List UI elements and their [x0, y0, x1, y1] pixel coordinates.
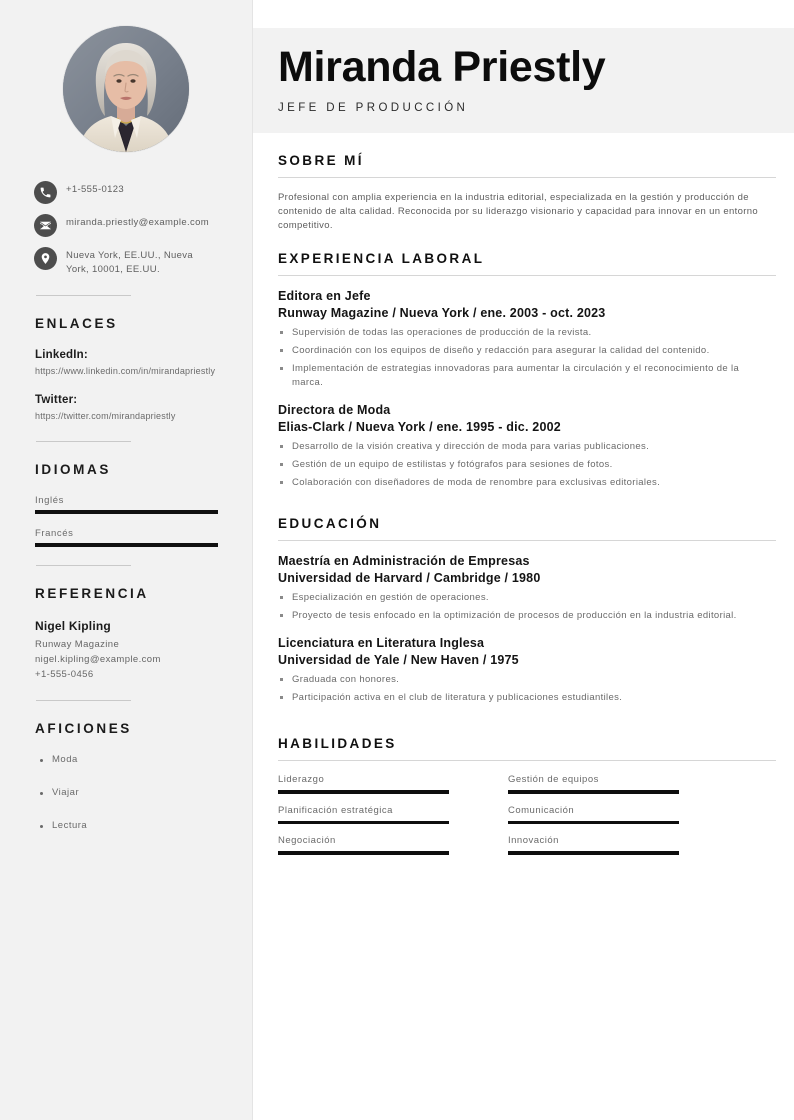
main-body [253, 133, 794, 855]
skill-level-bar [278, 821, 449, 825]
languages-title: IDIOMAS [35, 462, 111, 477]
skill-item [278, 805, 508, 825]
bullet-item: Graduada con honores. [278, 673, 776, 687]
contact-location [34, 246, 218, 277]
experience-entry [278, 403, 776, 490]
sidebar-section-links [34, 316, 218, 423]
sidebar-section-languages [34, 462, 218, 547]
education-entry [278, 554, 776, 623]
language-item [35, 528, 218, 547]
bullet-item: Participación activa en el club de literatura y publicaciones estudiantiles. [278, 691, 776, 705]
section-rule [278, 540, 776, 541]
skill-level-bar [508, 851, 679, 855]
spacer [278, 503, 776, 516]
sidebar-divider [36, 441, 131, 442]
hobby-item: Moda [39, 754, 218, 765]
experience-entry [278, 289, 776, 390]
skill-name: Gestión de equipos [508, 774, 599, 785]
reference-email: nigel.kipling@example.com [35, 654, 161, 665]
spacer [278, 718, 776, 736]
bullet-item: Implementación de estrategias innovadoras para aumentar la circulación y el reconocimiento de la marca. [278, 362, 776, 390]
location-icon [34, 247, 57, 270]
language-name: Inglés [35, 495, 64, 506]
entry-bullets [278, 591, 776, 623]
bullet-item: Coordinación con los equipos de diseño y redacción para asegurar la calidad del contenido. [278, 344, 776, 358]
contact-location-value: Nueva York, EE.UU., Nueva York, 10001, EE.UU. [66, 250, 194, 275]
entry-meta: Universidad de Harvard / Cambridge / 1980 [278, 571, 541, 585]
skill-name: Innovación [508, 835, 559, 846]
about-text: Profesional con amplia experiencia en la industria editorial, especializada en la gestión y producción de contenido de alta calidad. Reconocida por su liderazgo visionario y capacidad para innovar en un entorno competitivo. [278, 192, 759, 231]
reference-company: Runway Magazine [35, 639, 120, 650]
entry-meta: Elias-Clark / Nueva York / ene. 1995 - dic. 2002 [278, 420, 561, 434]
hobbies-title: AFICIONES [35, 721, 132, 736]
entry-meta: Runway Magazine / Nueva York / ene. 2003 - oct. 2023 [278, 306, 606, 320]
reference-name: Nigel Kipling [35, 619, 111, 633]
language-level-bar [35, 543, 218, 547]
sidebar [0, 0, 253, 1120]
bullet-item: Supervisión de todas las operaciones de producción de la revista. [278, 326, 776, 340]
link-item-twitter[interactable] [35, 394, 218, 423]
education-title: EDUCACIÓN [278, 516, 382, 531]
skill-name: Planificación estratégica [278, 804, 393, 816]
link-url-linkedin[interactable]: https://www.linkedin.com/in/mirandapriestly [35, 366, 216, 376]
entry-bullets [278, 673, 776, 705]
entry-role: Editora en Jefe [278, 289, 371, 303]
entry-role: Directora de Moda [278, 403, 391, 417]
sidebar-divider [36, 565, 131, 566]
language-name: Francés [35, 528, 74, 539]
sidebar-divider [36, 295, 131, 296]
sidebar-section-reference [34, 586, 218, 682]
language-item [35, 495, 218, 514]
links-title: ENLACES [35, 316, 118, 331]
section-skills [278, 736, 776, 855]
reference-title: REFERENCIA [35, 586, 149, 601]
skill-item [508, 805, 776, 825]
contact-email [34, 213, 218, 237]
language-level-bar [35, 510, 218, 514]
reference-phone: +1-555-0456 [35, 669, 94, 680]
main-content [253, 0, 794, 1120]
entry-bullets [278, 326, 776, 390]
skill-level-bar [278, 851, 449, 855]
entry-bullets [278, 440, 776, 490]
page-title: Miranda Priestly [278, 43, 606, 91]
section-rule [278, 177, 776, 178]
profile-photo-wrapper [34, 26, 218, 152]
education-entry [278, 636, 776, 705]
sidebar-section-hobbies [34, 721, 218, 831]
skill-level-bar [278, 790, 449, 794]
link-item-linkedin[interactable] [35, 349, 218, 378]
bullet-item: Gestión de un equipo de estilistas y fotógrafos para sesiones de fotos. [278, 458, 776, 472]
section-experience [278, 251, 776, 490]
skill-name: Negociación [278, 835, 336, 846]
bullet-item: Colaboración con diseñadores de moda de renombre para exclusivas editoriales. [278, 476, 776, 490]
section-rule [278, 760, 776, 761]
hobby-item: Viajar [39, 787, 218, 798]
skill-item [508, 774, 776, 794]
link-url-twitter[interactable]: https://twitter.com/mirandapriestly [35, 411, 176, 421]
experience-title: EXPERIENCIA LABORAL [278, 251, 485, 266]
contact-phone [34, 180, 218, 204]
about-title: SOBRE MÍ [278, 153, 364, 168]
skills-grid [278, 774, 776, 855]
skill-level-bar [508, 790, 679, 794]
profile-photo-image [63, 26, 189, 152]
name-banner [253, 28, 794, 133]
hobby-item: Lectura [39, 820, 218, 831]
entry-role: Maestría en Administración de Empresas [278, 554, 530, 568]
skill-item [278, 835, 508, 855]
skill-name: Liderazgo [278, 774, 325, 785]
section-education [278, 516, 776, 705]
skill-level-bar [508, 821, 679, 825]
skill-item [508, 835, 776, 855]
skill-item [278, 774, 508, 794]
hobby-list [39, 754, 218, 831]
job-title: JEFE DE PRODUCCIÓN [278, 102, 469, 114]
skill-name: Comunicación [508, 804, 575, 816]
entry-role: Licenciatura en Literatura Inglesa [278, 636, 485, 650]
entry-meta: Universidad de Yale / New Haven / 1975 [278, 653, 519, 667]
contact-phone-value: +1-555-0123 [66, 184, 124, 195]
email-icon [34, 214, 57, 237]
section-about [278, 153, 776, 233]
bullet-item: Especialización en gestión de operaciones. [278, 591, 776, 605]
sidebar-divider [36, 700, 131, 701]
phone-icon [34, 181, 57, 204]
bullet-item: Proyecto de tesis enfocado en la optimización de procesos de producción en la industria editorial. [278, 609, 776, 623]
spacer [278, 233, 776, 251]
link-label-twitter: Twitter: [35, 394, 78, 406]
contact-email-value: miranda.priestly@example.com [66, 217, 209, 228]
contact-list [34, 180, 218, 277]
profile-photo [63, 26, 189, 152]
bullet-item: Desarrollo de la visión creativa y dirección de moda para varias publicaciones. [278, 440, 776, 454]
section-rule [278, 275, 776, 276]
skills-title: HABILIDADES [278, 736, 397, 751]
link-label-linkedin: LinkedIn: [35, 349, 88, 361]
